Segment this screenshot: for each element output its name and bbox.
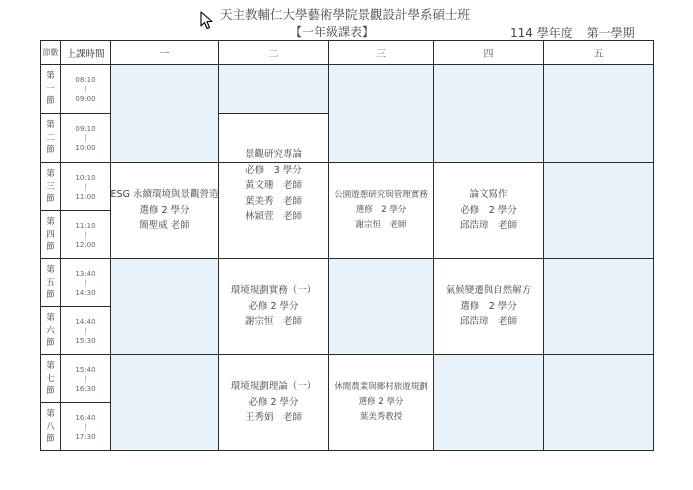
course-leisure-agriculture-rural-tourism: 休閒農業與鄉村旅遊規劃 選修 2 學分 葉美秀教授: [334, 382, 428, 422]
header-monday: 一: [159, 49, 170, 60]
empty-cell: [219, 65, 328, 113]
course-landscape-research-seminar: 景觀研究專論 必修 3 學分 黃文珊 老師 葉美秀 老師 林穎萱 老師: [244, 149, 302, 223]
period-label: 第 五 節: [46, 265, 55, 301]
grid-line: [40, 450, 654, 451]
page-subtitle: 【一年級課表】: [290, 25, 375, 39]
course-thesis-writing: 論文寫作 必修 2 學分 邱浩璋 老師: [459, 189, 517, 232]
empty-cell: [111, 355, 218, 450]
header-wednesday: 三: [376, 49, 386, 60]
course-environmental-planning-theory: 環境規劃理論（一） 必修 2 學分 王秀娟 老師: [230, 381, 317, 424]
course-climate-change-nature-solutions: 氣候變遷與自然解方 選修 2 學分 邱浩璋 老師: [445, 285, 532, 328]
period-time: 11:10 | 12:00: [75, 221, 96, 249]
period-label: 第 四 節: [46, 217, 55, 253]
empty-cell: [329, 65, 433, 162]
header-thursday: 四: [483, 49, 494, 60]
page-title: 天主教輔仁大學藝術學院景觀設計學系碩士班: [219, 7, 470, 22]
course-park-recreation-management: 公園遊憩研究與管理實務 選修 2 學分 謝宗恒 老師: [334, 190, 428, 230]
grid-line: [653, 40, 654, 451]
header-time: 上課時間: [66, 48, 105, 60]
header-friday: 五: [593, 49, 604, 60]
period-time: 16:40 | 17:30: [75, 413, 96, 441]
header-tuesday: 二: [268, 49, 279, 60]
period-label: 第 七 節: [46, 361, 55, 397]
empty-cell: [111, 65, 218, 162]
empty-cell: [329, 259, 433, 354]
empty-cell: [544, 259, 653, 354]
empty-cell: [111, 259, 218, 354]
period-time: 14:40 | 15:30: [75, 317, 96, 345]
period-label: 第 一 節: [46, 71, 55, 107]
period-label: 第 六 節: [46, 313, 55, 349]
empty-cell: [434, 355, 543, 450]
empty-cell: [434, 65, 543, 162]
semester: 第一學期: [586, 26, 635, 40]
period-time: 13:40 | 14:30: [75, 269, 96, 297]
course-esg-sustainable-landscape: ESG 永續環境與景觀營造 選修 2 學分 簡聖威 老師: [110, 189, 219, 232]
period-label: 第 二 節: [46, 120, 55, 156]
period-time: 08:10 | 09:00: [75, 75, 96, 103]
grid-line: [543, 40, 544, 451]
period-label: 第 三 節: [46, 169, 55, 205]
period-time: 15:40 | 16:30: [75, 365, 96, 393]
term-info: [510, 24, 645, 41]
academic-year: 114 學年度: [510, 26, 573, 40]
empty-cell: [544, 163, 653, 258]
empty-cell: [544, 65, 653, 162]
course-environmental-planning-practice: 環境規劃實務（一） 必修 2 學分 謝宗恒 老師: [230, 285, 317, 328]
header-period: 節數: [42, 48, 59, 57]
empty-cell: [544, 355, 653, 450]
grid-line: [40, 64, 654, 65]
grid-line: [40, 258, 654, 259]
period-time: 10:10 | 11:00: [75, 173, 96, 201]
period-time: 09:10 | 10:00: [75, 124, 96, 152]
period-label: 第 八 節: [46, 409, 55, 445]
